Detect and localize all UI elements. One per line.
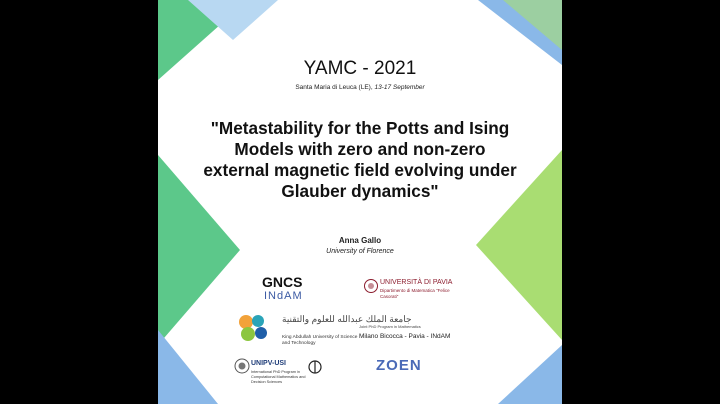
speaker-name: Anna Gallo <box>338 236 382 245</box>
kaust-arabic-name: جامعة الملك عبدالله للعلوم والتقنية <box>282 314 412 324</box>
talk-title-line: Glauber dynamics" <box>281 181 439 201</box>
pavia-logo-name: UNIVERSITÀ DI PAVIA <box>380 279 453 286</box>
joint-phd-label: Joint PhD Program in Mathematics <box>359 324 421 329</box>
talk-title-line: Models with zero and non-zero <box>234 139 486 159</box>
pavia-logo-dept: Dipartimento di Matematica "Felice Casorati" <box>380 288 450 299</box>
speaker-affiliation: University of Florence <box>326 248 394 255</box>
pavia-seal-icon <box>364 278 378 294</box>
indam-logo: INdAM <box>264 290 303 302</box>
talk-title <box>182 118 538 202</box>
gncs-logo: GNCS <box>262 274 303 290</box>
kaust-logo-icon <box>234 312 274 344</box>
unipv-usi-logo: UNIPV-USI <box>251 360 287 367</box>
unipv-usi-seal-icon <box>234 358 250 374</box>
talk-title-line: external magnetic field evolving under <box>203 160 517 180</box>
unipv-usi-description: International PhD Program in Computational Mathematics and Decision Sciences <box>251 370 306 384</box>
zoen-logo: ZOEN <box>376 357 422 374</box>
conference-location <box>158 84 562 91</box>
bottom-left-blue-triangle <box>158 330 218 404</box>
bottom-right-blue-triangle <box>498 345 562 404</box>
kaust-name: King Abdullah University of Science and Technology <box>282 335 358 346</box>
location-text: Santa Maria di Leuca (LE), <box>295 84 373 91</box>
partner-mark-icon <box>308 360 322 374</box>
joint-phd-program: Milano Bicocca - Pavia - INdAM <box>359 333 451 340</box>
conference-title: YAMC - 2021 <box>303 58 417 79</box>
talk-title-line: "Metastability for the Potts and Ising <box>210 118 510 138</box>
dates-text: 13-17 September <box>374 84 425 91</box>
slide <box>158 0 562 404</box>
